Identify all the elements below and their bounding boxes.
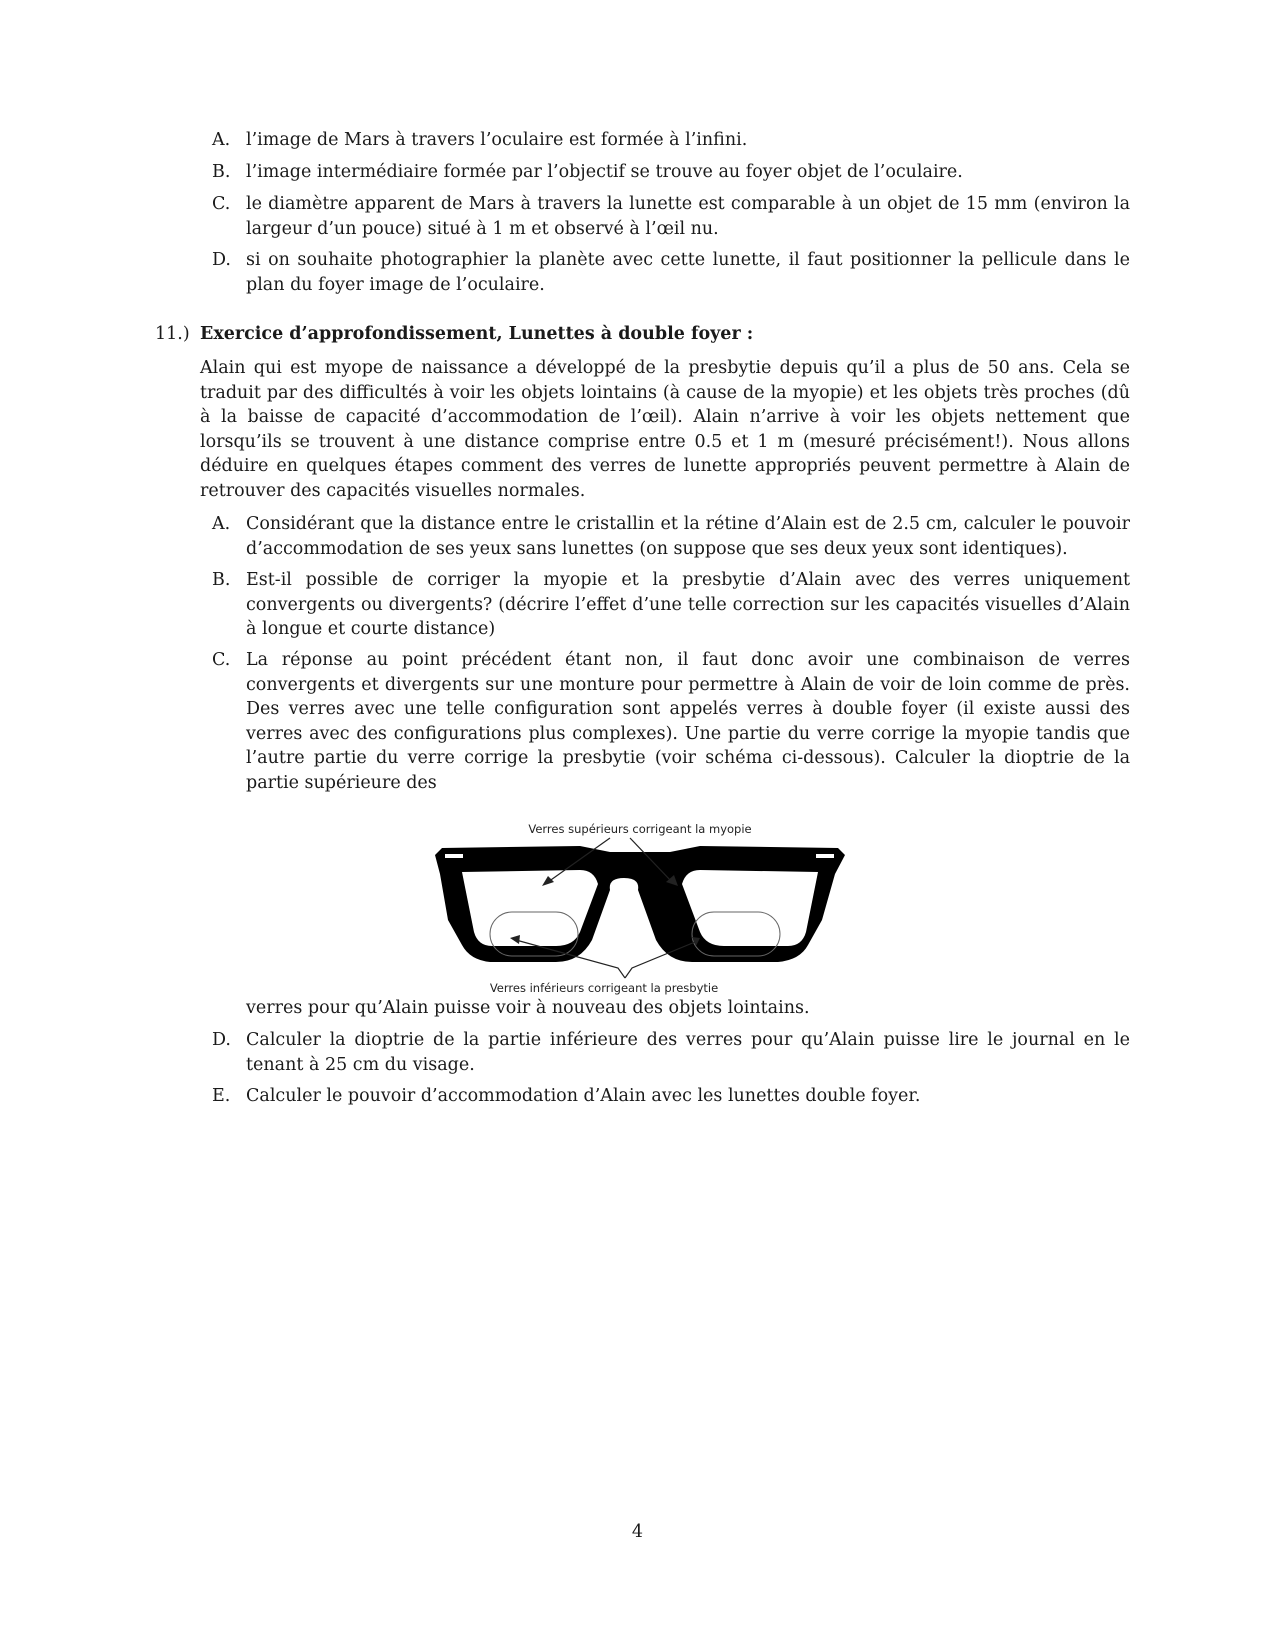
question-text: verres pour qu’Alain puisse voir à nouveau des objets lointains. — [246, 998, 810, 1018]
label-lower-lenses: Verres inférieurs corrigeant la presbytie — [489, 981, 719, 995]
glasses-frame — [435, 846, 845, 962]
question-label: A. — [212, 514, 231, 534]
item-label: B. — [212, 162, 231, 182]
bifocal-glasses-figure — [430, 820, 850, 1000]
answer-item-c — [212, 192, 1130, 241]
question-b — [212, 568, 1130, 642]
item-text: l’image intermédiaire formée par l’objectif se trouve au foyer objet de l’oculaire. — [246, 162, 963, 182]
item-text: si on souhaite photographier la planète avec cette lunette, il faut positionner la pellicule dans le plan du foyer image de l’oculaire. — [246, 250, 1130, 295]
exercise-intro: Alain qui est myope de naissance a développé de la presbytie depuis qu’il a plus de 50 ans. Cela se traduit par des difficultés à voir les objets lointains (à cause de la myopie) et les objets très proches (dû à la baisse de capacité d’accommodation de l’œil). Alain n’arrive à voir les objets nettement que lorsqu’ils se trouvent à une distance comprise entre 0.5 et 1 m (mesuré précisément!). Nous allons déduire en quelques étapes comment des verres de lunette appropriés peuvent permettre à Alain de retrouver des capacités visuelles normales. — [200, 358, 1130, 501]
question-c-continued — [212, 996, 1130, 1021]
answer-item-a — [212, 128, 1130, 153]
item-text: le diamètre apparent de Mars à travers la lunette est comparable à un objet de 15 mm (environ la largeur d’un pouce) situé à 1 m et observé à l’œil nu. — [246, 194, 1130, 239]
question-a — [212, 512, 1130, 561]
question-label: E. — [212, 1086, 231, 1106]
question-text: La réponse au point précédent étant non, il faut donc avoir une combinaison de verres convergents et divergents sur une monture pour permettre à Alain de voir de loin comme de près. Des verres avec une telle configuration sont appelés verres à double foyer (il existe aussi des verres avec des configurations plus complexes). Une partie du verre corrige la myopie tandis que l’autre partie du verre corrige la presbytie (voir schéma ci-dessous). Calculer la dioptrie de la partie supérieure des — [246, 650, 1130, 793]
question-d — [212, 1028, 1130, 1077]
question-text: Calculer la dioptrie de la partie inférieure des verres pour qu’Alain puisse lire le journal en le tenant à 25 cm du visage. — [246, 1030, 1130, 1075]
question-label: C. — [212, 650, 231, 670]
question-label: B. — [212, 570, 231, 590]
item-label: D. — [212, 250, 231, 270]
label-upper-lenses: Verres supérieurs corrigeant la myopie — [528, 822, 752, 836]
question-c — [212, 648, 1130, 795]
question-e — [212, 1084, 1130, 1109]
question-text: Est-il possible de corriger la myopie et la presbytie d’Alain avec des verres uniquement convergents ou divergents? (décrire l’effet d’une telle correction sur les capacités visuelles d’Alain à longue et courte distance) — [246, 570, 1130, 639]
item-label: C. — [212, 194, 231, 214]
item-text: l’image de Mars à travers l’oculaire est formée à l’infini. — [246, 130, 748, 150]
glasses-diagram — [430, 820, 850, 1000]
answer-item-d — [212, 248, 1130, 297]
exercise-number: 11.) — [155, 324, 190, 344]
item-label: A. — [212, 130, 231, 150]
question-text: Calculer le pouvoir d’accommodation d’Alain avec les lunettes double foyer. — [246, 1086, 921, 1106]
question-label: D. — [212, 1030, 231, 1050]
answer-item-b — [212, 160, 1130, 185]
exercise-title: Exercice d’approfondissement, Lunettes à double foyer : — [200, 324, 754, 344]
page-number: 4 — [631, 1522, 644, 1542]
question-text: Considérant que la distance entre le cristallin et la rétine d’Alain est de 2.5 cm, calculer le pouvoir d’accommodation de ses yeux sans lunettes (on suppose que ses deux yeux sont identiques). — [246, 514, 1130, 559]
